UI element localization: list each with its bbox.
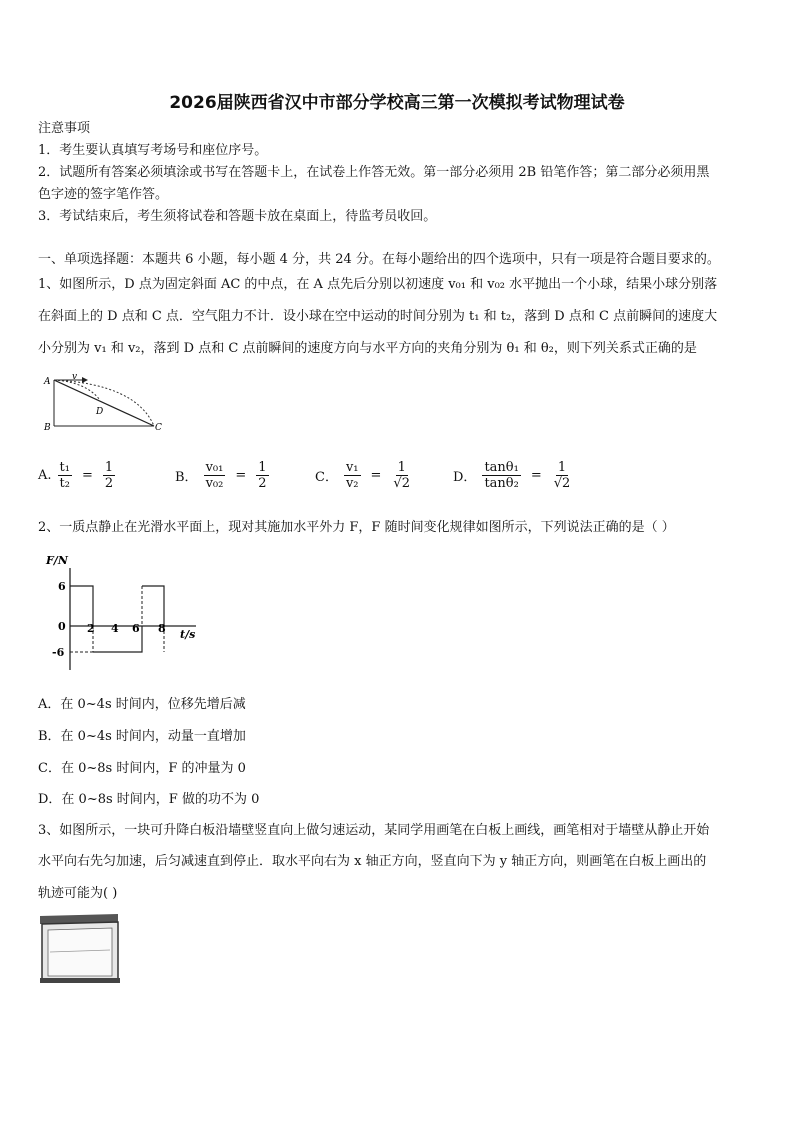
figure-label-a: A <box>44 377 51 387</box>
notice-item: 3．考试结束后，考生须将试卷和答题卡放在桌面上，待监考员收回。 <box>38 209 437 224</box>
figure-label-b: B <box>44 423 51 433</box>
denominator: v₀₂ <box>205 476 224 491</box>
origin-label: 0 <box>58 620 66 633</box>
fraction <box>103 460 115 491</box>
x-tick: 4 <box>111 622 119 635</box>
option-letter: A. <box>38 468 52 483</box>
section-heading: 一、单项选择题：本题共 6 小题，每小题 4 分，共 24 分。在每小题给出的四个选项中，只有一项是符合题目要求的。 <box>38 252 720 267</box>
q2-option-a: A．在 0~4s 时间内，位移先增后减 <box>38 697 246 712</box>
denominator: t₂ <box>59 476 70 491</box>
figure-label-c: C <box>155 423 162 433</box>
y-axis-label: F/N <box>46 554 68 567</box>
equals-sign: = <box>370 468 382 483</box>
q1-option-c <box>315 460 412 491</box>
q2-force-time-graph <box>38 548 198 678</box>
x-tick: 6 <box>132 622 140 635</box>
fraction <box>58 460 72 491</box>
notice-heading: 注意事项 <box>38 121 91 136</box>
numerator: 1 <box>104 460 114 475</box>
q3-stem-line: 轨迹可能为( ) <box>38 886 118 901</box>
denominator: v₂ <box>345 476 359 491</box>
q1-option-d <box>453 460 572 491</box>
fraction <box>482 460 520 491</box>
q3-stem-line: 3、如图所示，一块可升降白板沿墙壁竖直向上做匀速运动，某同学用画笔在白板上画线，画笔相对于墙壁从静止开始 <box>38 823 710 838</box>
fraction <box>391 460 412 491</box>
numerator: t₁ <box>59 460 70 475</box>
option-letter: D． <box>453 470 477 485</box>
figure-label-v: v <box>72 372 78 382</box>
numerator: v₀₁ <box>205 460 224 475</box>
numerator: 1 <box>397 460 406 475</box>
denominator: 2 <box>104 476 114 491</box>
figure-label-d: D <box>96 407 104 417</box>
denominator: √2 <box>393 476 410 491</box>
q2-option-c: C．在 0~8s 时间内，F 的冲量为 0 <box>38 761 246 776</box>
denominator: √2 <box>553 476 571 491</box>
denominator: tanθ₂ <box>484 476 519 491</box>
fraction <box>204 460 226 491</box>
equals-sign: = <box>81 468 93 483</box>
q2-stem: 2、一质点静止在光滑水平面上，现对其施加水平外力 F，F 随时间变化规律如图所示，下列说法正确的是（ ） <box>38 520 675 535</box>
fraction <box>552 460 573 491</box>
fraction <box>256 460 268 491</box>
numerator: v₁ <box>345 460 359 475</box>
page-title: 2026届陕西省汉中市部分学校高三第一次模拟考试物理试卷 <box>169 93 625 113</box>
option-letter: B． <box>175 470 198 485</box>
q3-stem-line: 水平向右先匀加速，后匀减速直到停止．取水平向右为 x 轴正方向，竖直向下为 y 轴正方向，则画笔在白板上画出的 <box>38 854 707 869</box>
notice-item: 1．考生要认真填写考场号和座位序号。 <box>38 143 268 158</box>
notice-item: 色字迹的签字笔作答。 <box>38 187 169 202</box>
q1-option-b <box>175 460 269 491</box>
y-tick-top: 6 <box>58 580 66 593</box>
option-letter: C． <box>315 470 338 485</box>
x-axis-label: t/s <box>180 628 196 641</box>
denominator: 2 <box>258 476 267 491</box>
numerator: 1 <box>258 460 267 475</box>
fraction <box>344 460 361 491</box>
equals-sign: = <box>235 468 247 483</box>
q3-whiteboard-figure <box>38 912 122 984</box>
q1-incline-figure <box>40 372 170 438</box>
numerator: 1 <box>557 460 567 475</box>
x-tick: 2 <box>87 622 95 635</box>
equals-sign: = <box>530 468 542 483</box>
y-tick-bottom: -6 <box>52 646 65 659</box>
q2-option-d: D．在 0~8s 时间内，F 做的功不为 0 <box>38 792 260 807</box>
q1-option-a <box>38 460 115 491</box>
q1-stem-line: 小分别为 v₁ 和 v₂，落到 D 点和 C 点前瞬间的速度方向与水平方向的夹角分别为 θ₁ 和 θ₂，则下列关系式正确的是 <box>38 341 697 356</box>
q2-option-b: B．在 0~4s 时间内，动量一直增加 <box>38 729 246 744</box>
q1-stem-line: 1、如图所示，D 点为固定斜面 AC 的中点，在 A 点先后分别以初速度 v₀₁ 和 v₀₂ 水平抛出一个小球，结果小球分别落 <box>38 277 718 292</box>
notice-item: 2．试题所有答案必须填涂或书写在答题卡上，在试卷上作答无效。第一部分必须用 2B 铅笔作答；第二部分必须用黑 <box>38 165 710 180</box>
numerator: tanθ₁ <box>484 460 519 475</box>
q1-stem-line: 在斜面上的 D 点和 C 点．空气阻力不计．设小球在空中运动的时间分别为 t₁ 和 t₂，落到 D 点和 C 点前瞬间的速度大 <box>38 309 718 324</box>
x-tick: 8 <box>158 622 166 635</box>
